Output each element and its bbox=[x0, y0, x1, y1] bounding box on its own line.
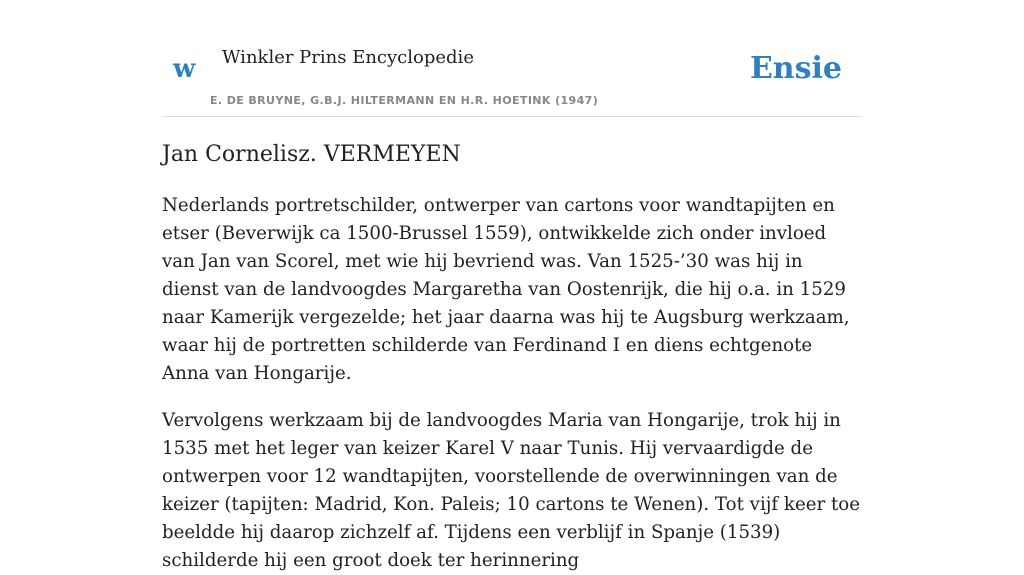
site-header bbox=[162, 0, 862, 117]
winkler-prins-logo[interactable]: w bbox=[173, 54, 196, 84]
publication-authors: E. DE BRUYNE, G.B.J. HILTERMANN EN H.R. HOETINK (1947) bbox=[210, 94, 599, 107]
article-paragraph: Vervolgens werkzaam bij de landvoogdes Maria van Hongarije, trok hij in 1535 met het leger van keizer Karel V naar Tunis. Hij vervaardigde de ontwerpen voor 12 wandtapijten, voorstellende de overwinningen van de keizer (tapijten: Madrid, Kon. Paleis; 10 cartons te Wenen). Tot vijf keer toe beeldde hij daarop zichzelf af. Tijdens een verblijf in Spanje (1539) schilderde hij een groot doek ter herinnering bbox=[162, 410, 860, 571]
ensie-brand-link[interactable]: Ensie bbox=[749, 51, 842, 86]
article-content bbox=[162, 138, 862, 575]
article-title: Jan Cornelisz. VERMEYEN bbox=[162, 142, 461, 167]
article-paragraph: Nederlands portretschilder, ontwerper van cartons voor wandtapijten en etser (Beverwijk ca 1500-Brussel 1559), ontwikkelde zich onder invloed van Jan van Scorel, met wie hij bevriend was. Van 1525-’30 was hij in dienst van de landvoogdes Margaretha van Oostenrijk, die hij o.a. in 1529 naar Kamerijk vergezelde; het jaar daarna was hij te Augsburg werkzaam, waar hij de portretten schilderde van Ferdinand I en diens echtgenote Anna van Hongarije. bbox=[162, 195, 850, 384]
publication-title[interactable]: Winkler Prins Encyclopedie bbox=[222, 47, 474, 68]
